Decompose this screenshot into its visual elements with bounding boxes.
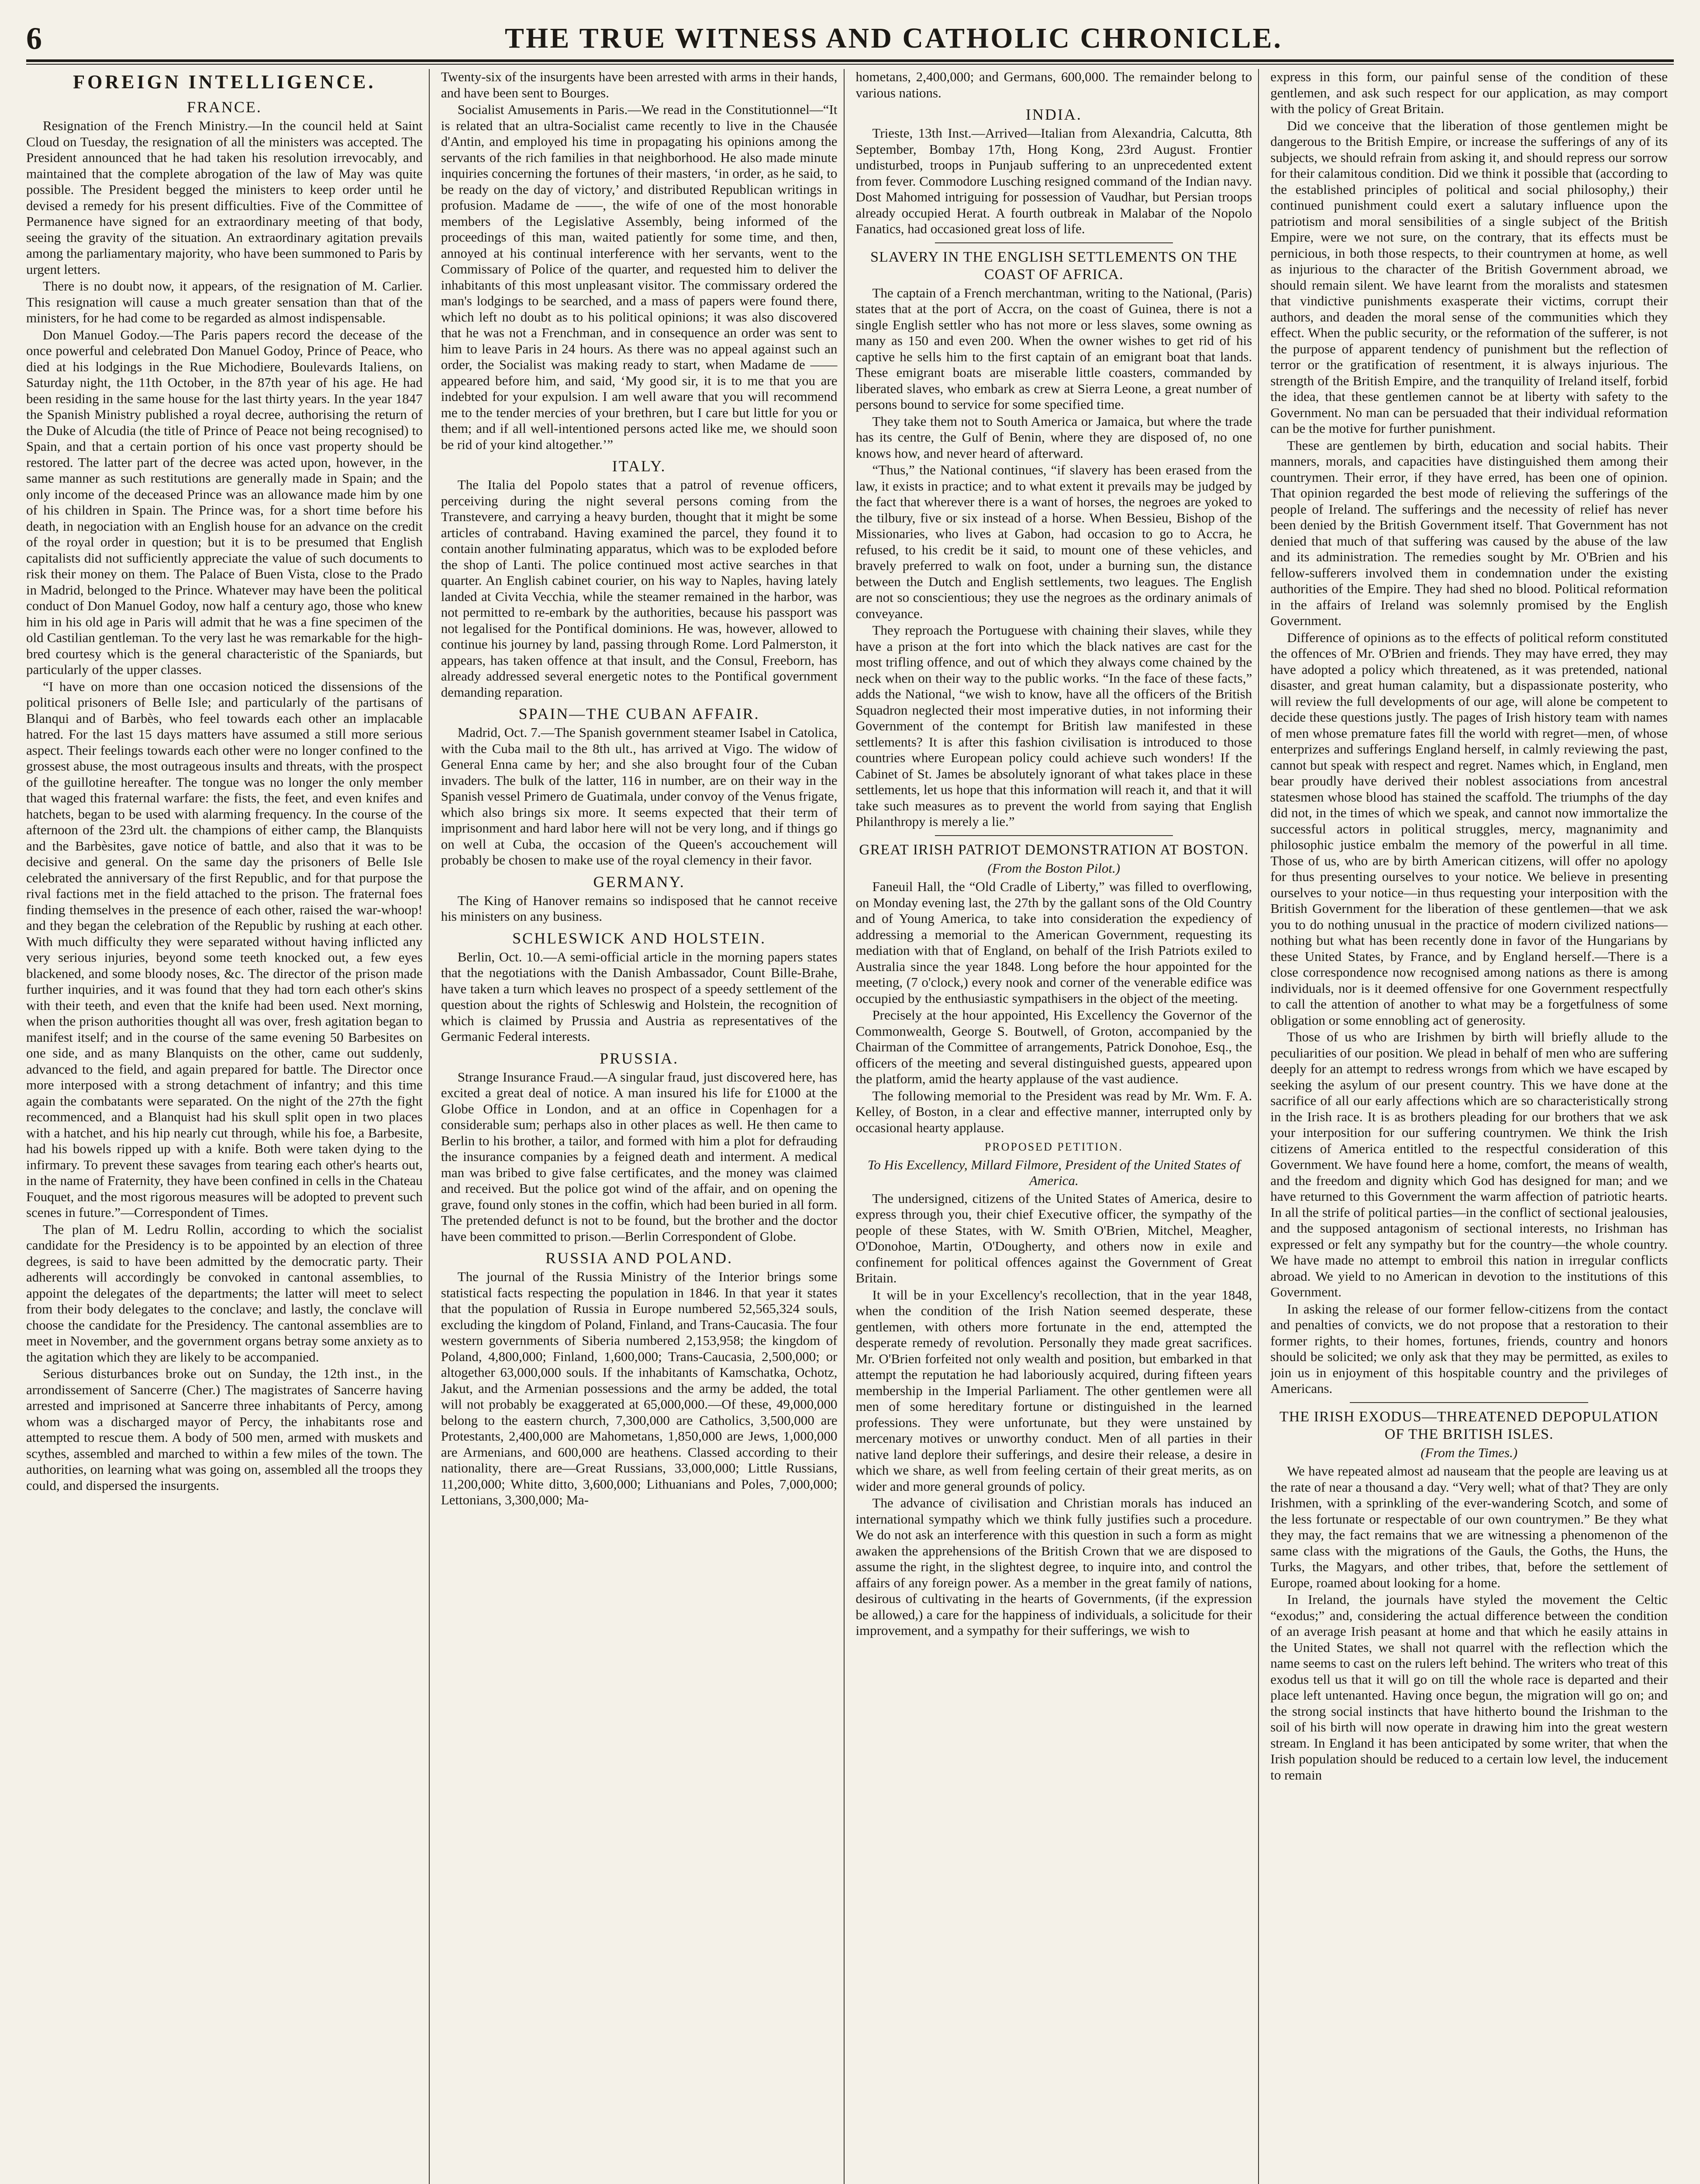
paragraph: hometans, 2,400,000; and Germans, 600,000. The remainder belong to various nations.: [855, 69, 1252, 100]
paragraph: The journal of the Russia Ministry of the Interior brings some statistical facts respecting the population in 1846. In that year it states that the population of Russia in Europe numbered 52,565,324 souls, excluding the kingdom of Poland, Finland, and Trans-Caucasia. The four western governments of Siberia numbered 2,153,958; the kingdom of Poland, 4,800,000; Finland, 1,600,000; Trans-Caucasia, 2,500,000; or altogether 63,000,000 souls. If the inhabitants of Kamschatka, Ochotz, Jakut, and the Armenian possessions and the army be added, the total will not probably be exaggerated at 65,000,000.—Of these, 49,000,000 belong to the eastern church, 7,300,000 are Catholics, 3,500,000 are Protestants, 2,400,000 are Mahometans, 1,850,000 are Jews, 1,000,000 are Armenians, and 600,000 are heathens. Classed according to their nationality, there are—Great Russians, 33,000,000; Little Russians, 11,200,000; White ditto, 3,600,000; Lithuanians and Poles, 7,000,000; Lettonians, 3,300,000; Ma-: [441, 1269, 838, 1507]
paragraph: Precisely at the hour appointed, His Excellency the Governor of the Commonwealth, George S. Boutwell, of Groton, accompanied by the Chairman of the Committee of arrangements, Patrick Donohoe, Esq., the officers of the meeting and several distinguished guests, appeared upon the platform, amid the hearty applause of the vast audience.: [855, 1007, 1252, 1086]
newspaper-page: [26, 17, 1674, 2184]
paragraph: In Ireland, the journals have styled the movement the Celtic “exodus;” and, considering the actual difference between the condition of an average Irish peasant at home and that which he easily attains in the United States, we shall not quarrel with the reflection which the name seems to cast on the rulers left behind. The writers who treat of this exodus tell us that it will go on till the whole race is departed and their place left untenanted. Having once begun, the migration will go on; and the strong social instincts that have hitherto bound the Irishman to the soil of his birth will now operate in drawing him into the great western stream. In England it has been anticipated by some writer, that when the Irish population should be reduced to a certain low level, the inducement to remain: [1270, 1592, 1668, 1783]
paragraph: “Thus,” the National continues, “if slavery has been erased from the law, it exists in practice; and to what extent it prevails may be judged by the fact that wherever there is a want of horses, the negroes are yoked to the tilbury, five or six instead of a horse. When Bessieu, Bishop of the Missionaries, who lives at Gabon, had occasion to go to Accra, he refused, to his credit be it said, to mount one of these vehicles, and bravely preferred to walk on foot, under a burning sun, the distance between the Dutch and English settlements, two leagues. The English are not so conscientious; they use the negroes as the ordinary animals of conveyance.: [855, 462, 1252, 621]
heading-spain: SPAIN—THE CUBAN AFFAIR.: [518, 705, 760, 722]
paragraph: Madrid, Oct. 7.—The Spanish government steamer Isabel in Catolica, with the Cuba mail to the 8th ult., has arrived at Vigo. The widow of General Enna came by her; and she also brought four of the Cuban invaders. The bulk of the latter, 116 in number, are on their way in the Spanish vessel Primero de Guatimala, under convoy of the Venus frigate, which also brings six more. It seems expected that their term of imprisonment and hard labor here will not be very long, and if things go on well at Cuba, the occasion of the Queen's accouchement will probably be chosen to make use of the royal clemency in their favor.: [441, 725, 838, 867]
paragraph: Serious disturbances broke out on Sunday, the 12th inst., in the arrondissement of Sancerre (Cher.) The magistrates of Sancerre having arrested and imprisoned at Sancerre three inhabitants of Percy, among whom was a discharged mayor of Percy, the inhabitants rose and attempted to rescue them. A body of 500 men, armed with muskets and scythes, assembled and marched to within a few miles of the town. The authorities, on learning what was going on, assembled all the troops they could, and dispersed the insurgents.: [26, 1366, 423, 1493]
paragraph: These are gentlemen by birth, education and social habits. Their manners, morals, and capacities have distinguished them among their countrymen. Their error, if they have erred, has been one of opinion. That opinion regarded the best mode of relieving the sufferings of the people of Ireland. The sufferings and the necessity of relief has never been denied by the British Government itself. That Government has not denied that much of that suffering was caused by the abuse of the law and its administration. The remedies sought by Mr. O'Brien and his fellow-sufferers involved them in condemnation under the existing authorities of the Empire. They had shed no blood. Political reformation in the affairs of Ireland was solemnly promised by the English Government.: [1270, 437, 1668, 628]
column-4: [1270, 69, 1674, 2184]
heading-irish-demonstration: GREAT IRISH PATRIOT DEMONSTRATION AT BOSTON.: [859, 841, 1249, 858]
masthead-rule: [26, 59, 1674, 62]
paragraph: “I have on more than one occasion noticed the dissensions of the political prisoners of Belle Isle; and particularly of the partisans of Blanqui and of Barbès, who feel towards each other an implacable hatred. For the last 15 days matters have assumed a still more serious aspect. Their feelings towards each other were no longer confined to the grossest abuse, the most outrageous insults and threats, with the prospect of the guillotine hereafter. The tongue was no longer the only member that waged this fraternal warfare: the fists, the feet, and even knifes and hatchets, began to be used with alarming frequency. In the course of the afternoon of the 23rd ult. the champions of either camp, the Blanquists and the Barbèsites, gave notice of battle, and also that it was to be decisive and general. On the same day the prisoners of Belle Isle celebrated the anniversary of the first Republic, and for that purpose the rival factions met in the field attached to the prison. The fraternal foes finding themselves in the presence of each other, raised the war-whoop! and they began the celebration of the Republic by rushing at each other. With much difficulty they were separated without having inflicted any very serious injuries, beyond some teeth knocked out, a few eyes blackened, and some bloody noses, &c. The director of the prison made further inquiries, and it was found that they had torn each other's skins with their teeth, and even that the knife had been used. Next morning, when the prison authorities thought all was over, fresh agitation began to manifest itself; and in the course of the same evening 50 Barbesites on one side, and as many Blanquists on the other, came out suddenly, advanced to the field, and again prepared for battle. The Director once more interposed with a strong detachment of infantry; and this time again the combatants were separated. On the night of the 27th the fight recommenced, and a Blanquist had his skull split open in two places with a hatchet, and his hip nearly cut through, while his foe, a Barbesite, had his bowels ripped up with a knife. Both were taken dying to the infirmary. To prevent these savages from tearing each other's hearts out, in the name of Fraternity, they have been confined in cells in the Chateau Fouquet, and the most rigorous measures will be adopted to prevent such scenes in future.”—Correspondent of Times.: [26, 678, 423, 1220]
paragraph: Socialist Amusements in Paris.—We read in the Constitutionnel—“It is related that an ultra-Socialist came recently to live in the Chausée d'Antin, and employed his time in propagating his opinions among the servants of the rich families in that neighborhood. He also made minute inquiries concerning the fortunes of their masters, ‘in order, as he said, to be ready on the day of victory,’ and distributed Republican writings in profusion. Madame de ——, the wife of one of the most honorable members of the Legislative Assembly, being informed of the proceedings of this man, waited patiently for some time, and then, annoyed at his continual interference with her servants, went to the Commissary of Police of the quarter, and requested him to deliver the inhabitants of this most unpleasant visitor. The commissary ordered the man's lodgings to be searched, and a mass of papers were found there, which left no doubt as to his political opinions; it was also discovered that he was not a Frenchman, and in consequence an order was sent to him to leave Paris in 24 hours. As there was no appeal against such an order, the Socialist was making ready to start, when Madame de —— appeared before him, and said, ‘My good sir, it is to me that you are indebted for your expulsion. I am well aware that you will recommend me to the tender mercies of your brethren, but I care but little for you or them; and if all well-intentioned persons acted like me, we should soon be rid of your kind altogether.’”: [441, 102, 838, 452]
paragraph: The plan of M. Ledru Rollin, according to which the socialist candidate for the Presidency is to be appointed by an election of three degrees, is said to have been admitted by the democratic party. Their adherents will accordingly be convoked in cantonal assemblies, to appoint the delegates of the departments; the latter will meet to select from their body delegates to the conclave; and lastly, the conclave will choose the candidate for the Presidency. The cantonal assemblies are to meet in November, and the government organs betray some anxiety as to the agitation which they are likely to be accompanied.: [26, 1221, 423, 1365]
paragraph: The King of Hanover remains so indisposed that he cannot receive his ministers on any business.: [441, 892, 838, 924]
masthead-rule-thin: [26, 64, 1674, 65]
divider: [935, 835, 1173, 836]
heading-france: FRANCE.: [186, 98, 262, 116]
paragraph: Berlin, Oct. 10.—A semi-official article in the morning papers states that the negotiations with the Danish Ambassador, Count Bille-Brahe, have taken a turn which leaves no prospect of a speedy settlement of the question about the rights of Schleswig and Holstein, the recognition of which is claimed by Prussia and Austria as representatives of the Germanic Federal interests.: [441, 949, 838, 1044]
divider: [935, 242, 1173, 243]
paragraph: The captain of a French merchantman, writing to the National, (Paris) states that at the port of Accra, on the coast of Guinea, there is not a single English settler who has not more or less slaves, some owning as many as 150 and even 200. When the owner wishes to get rid of his captive he sells him to the first captain of an emigrant boat that lands. These emigrant boats are miserable little coasters, commanded by liberated slaves, who embark as crew at Sierra Leone, a great number of persons bound to service for some specified time.: [855, 285, 1252, 412]
paragraph: Strange Insurance Fraud.—A singular fraud, just discovered here, has excited a great deal of notice. A man insured his life for £1000 at the Globe Office in London, and at an office in Copenhagen for a considerable sum; perhaps also in other places as well. He then came to Berlin to his brother, a tailor, and formed with him a plot for defrauding the insurance companies by a feigned death and interment. A medical man was bribed to give false certificates, and the money was claimed and received. But the police got wind of the affair, and on opening the grave, found only stones in the coffin, which had been buried in all form. The pretended defunct is not to be found, but the brother and the doctor have been committed to prison.—Berlin Correspondent of Globe.: [441, 1069, 838, 1244]
petition-address: To His Excellency, Millard Filmore, President of the United States of America.: [867, 1157, 1240, 1188]
paragraph: The following memorial to the President was read by Mr. Wm. F. A. Kelley, of Boston, in a clear and effective manner, interrupted only by occasional hearty applause.: [855, 1088, 1252, 1135]
heading-petition: PROPOSED PETITION.: [984, 1140, 1123, 1153]
paragraph: Difference of opinions as to the effects of political reform constituted the offences of Mr. O'Brien and friends. They may have erred, they may have adopted a policy which threatened, as it was pretended, national disaster, and great human calamity, but a dispassionate posterity, who will review the full developments of our age, will alone be competent to decide these questions justly. The pages of Irish history team with names of men whose premature fates fill the world with regret—men, of whose enterprizes and sufferings England herself, in calmly reviewing the past, cannot but speak with respect and regret. Names which, in England, men bear proudly have derived their noblest associations from ancestral statesmen whose blood has stained the scaffold. The triumphs of the day did not, in the times of which we speak, and cannot now immortalize the successful actors in political struggles, mercy, magnanimity and philosophic justice embalm the memory of the powerful in all time. Those of us, who are by birth American citizens, will offer no apology for thus presenting ourselves to your notice. We believe in presenting ourselves to your notice—in thus requesting your interposition with the British Government for the liberation of these gentlemen—that we ask you to do nothing unusual in the practice of modern civilized nations—nothing but what has been recently done in favor of the Hungarians by these United States, by France, and by England herself.—There is a close correspondence now recognised among nations as there is among individuals, nor is it deemed offensive for one Government respectfully to call the attention of another to what may be a forgetfulness of some obligation or some ennobling act of generosity.: [1270, 629, 1668, 1028]
section-title: FOREIGN INTELLIGENCE.: [73, 71, 376, 93]
paragraph: Those of us who are Irishmen by birth will briefly allude to the peculiarities of our position. We plead in behalf of men who are suffering deeply for an attempt to redress wrongs from which we have escaped by seeking the asylum of our present country. This we have done at the sacrifice of all our early affections which are so characteristically strong in the Irish race. It is as brothers pleading for our brothers that we ask your interposition for our suffering countrymen. We think the Irish citizens of America entitled to the respectful consideration of this Government. We have found here a home, comfort, the means of wealth, and the freedom and dignity which God has designed for man; and we have returned to this Government the warm affection of patriotic hearts. In all the strife of political parties—in the conflict of sectional jealousies, and the supposed antagonism of sectional interests, no Irishman has expressed or felt any sympathy but for the country—the whole country. We have made no attempt to embroil this nation in irregular conflicts abroad. We yield to no American in devotion to the institutions of this Government.: [1270, 1029, 1668, 1299]
heading-irish-exodus: THE IRISH EXODUS—THREATENED DEPOPULATION OF THE BRITISH ISLES.: [1279, 1408, 1659, 1442]
heading-prussia: PRUSSIA.: [600, 1049, 679, 1067]
column-1: [26, 69, 430, 2184]
paragraph: express in this form, our painful sense of the condition of these gentlemen, and ask such respect for our application, as may comport with the policy of Great Britain.: [1270, 69, 1668, 116]
heading-slavery: SLAVERY IN THE ENGLISH SETTLEMENTS ON THE COAST OF AFRICA.: [870, 249, 1238, 283]
source-line: (From the Times.): [1421, 1444, 1518, 1460]
paragraph: In asking the release of our former fellow-citizens from the contact and penalties of convicts, we do not propose that a restoration to their former rights, to their homes, fortunes, friends, country and honors should be solicited; we only ask that they may be permitted, as exiles to join us in enjoyment of this hospitable country and the privileges of Americans.: [1270, 1301, 1668, 1396]
divider: [1350, 1402, 1588, 1403]
paragraph: They reproach the Portuguese with chaining their slaves, while they have a prison at the fort into which the black natives are cast for the most trifling offence, and out of which they always come chained by the neck when on their way to the public works. “In the face of these facts,” adds the National, “we wish to know, have all the officers of the British Squadron neglected their most imperative duties, in not informing their Government of the contempt for British law manifested in these settlements? It is after this fashion civilisation is introduced to those countries where European policy could achieve such wonders! If the Cabinet of St. James be absolutely ignorant of what takes place in these settlements, let us hope that this information will reach it, and that it will take such measures as to prevent the world from saying that English Philanthropy is merely a lie.”: [855, 622, 1252, 829]
paragraph: Faneuil Hall, the “Old Cradle of Liberty,” was filled to overflowing, on Monday evening last, the 27th by the gallant sons of the Old Country and of Young America, to take into consideration the expediency of addressing a memorial to the American Government, requesting its mediation with that of England, on behalf of the Irish Patriots exiled to Australia since the year 1848. Long before the hour appointed for the meeting, (7 o'clock,) every nook and corner of the venerable edifice was occupied by the enthusiastic sympathisers in the object of the meeting.: [855, 879, 1252, 1006]
masthead: [26, 17, 1674, 59]
paragraph: It will be in your Excellency's recollection, that in the year 1848, when the condition of the Irish Nation seemed desperate, these gentlemen, with others more fortunate in the end, attempted the desperate remedy of revolution. Personally they made great sacrifices. Mr. O'Brien forfeited not only wealth and position, but embarked in that attempt the reputation he had laboriously acquired, during fifteen years membership in the Imperial Parliament. The other gentlemen were all men of some hereditary fortune or distinguished in the learned professions. They were unfortunate, but they were unstained by mercenary motives or unworthy conduct. Men of all parties in their native land deplore their sufferings, and desire their release, a desire in which we share, as well from feeling certain of their great merits, as on wider and more general grounds of policy.: [855, 1287, 1252, 1494]
paragraph: The undersigned, citizens of the United States of America, desire to express through you, their chief Executive officer, the sympathy of the people of these States, with W. Smith O'Brien, Mitchel, Meagher, O'Donohoe, Martin, O'Dougherty, and others now in exile and confinement for political offences against the Government of Great Britain.: [855, 1190, 1252, 1286]
column-3: [856, 69, 1259, 2184]
paragraph: Don Manuel Godoy.—The Paris papers record the decease of the once powerful and celebrated Don Manuel Godoy, Prince of Peace, who died at his lodgings in the Rue Michodiere, Boulevards Italiens, on Saturday night, the 11th October, in the 87th year of his age. He had been residing in the same house for the last thirty years. In the year 1847 the Spanish Ministry published a royal decree, authorising the return of the Duke of Alcudia (the title of Prince of Peace not being recognised) to Spain, and that a certain portion of his once vast property should be restored. The latter part of the decree was acted upon, however, in the same manner as such restitutions are generally made in Spain; and the only income of the deceased Prince was an allowance made him by one of his children in Spain. The Prince was, for a short time before his death, in negociation with an English house for an advance on the credit of the royal order in question; but it is to be presumed that English capitalists did not sufficiently appreciate the value of such documents to risk their money on them. The Palace of Buen Vista, close to the Prado in Madrid, belonged to the Prince. Whatever may have been the political conduct of Don Manuel Godoy, now half a century ago, those who knew him in his old age in Paris will admit that he was a fine specimen of the old Castilian gentleman. To the very last he was remarkable for the high-bred courtesy which is the general characteristic of the Spaniards, but particularly of the upper classes.: [26, 327, 423, 677]
paragraph: The advance of civilisation and Christian morals has induced an international sympathy which we think fully justifies such a procedure. We do not ask an interference with this question in such a form as might awaken the apprehensions of the British Crown that we are disposed to assume the right, in the slightest degree, to inquire into, and control the affairs of any foreign power. As a member in the great family of nations, desirous of cultivating in the hearts of Governments, (if the expression be allowed,) a care for the happiness of individuals, a solicitude for their improvement, and a sympathy for their sufferings, we wish to: [855, 1495, 1252, 1638]
paragraph: Twenty-six of the insurgents have been arrested with arms in their hands, and have been sent to Bourges.: [441, 69, 838, 100]
paragraph: Resignation of the French Ministry.—In the council held at Saint Cloud on Tuesday, the resignation of all the ministers was accepted. The President announced that he had taken his resolution irrevocably, and maintained that the complete abrogation of the law of May was quite possible. The President begged the ministers to keep order until he devised a remedy for his present difficulties. Five of the Committee of Permanence have signed for an extraordinary meeting of that body, seeing the gravity of the situation. An extraordinary agitation prevails among the parliamentary majority, who have been summoned to Paris by urgent letters.: [26, 118, 423, 277]
masthead-title: THE TRUE WITNESS AND CATHOLIC CHRONICLE.: [504, 22, 1283, 54]
source-line: (From the Boston Pilot.): [987, 860, 1121, 876]
heading-italy: ITALY.: [612, 457, 666, 475]
column-2: [441, 69, 845, 2184]
heading-schleswick: SCHLESWICK AND HOLSTEIN.: [512, 929, 766, 947]
paragraph: There is no doubt now, it appears, of the resignation of M. Carlier. This resignation will cause a much greater sensation than that of the ministers, for he had come to be regarded as almost indispensable.: [26, 278, 423, 325]
heading-germany: GERMANY.: [593, 873, 685, 891]
heading-india: INDIA.: [1025, 106, 1082, 123]
paragraph: The Italia del Popolo states that a patrol of revenue officers, perceiving during the night several persons coming from the Transtevere, and carrying a heavy burden, thought that it might be some articles of contraband. Having examined the parcel, they found it to contain another fulminating apparatus, which was to be exploded before the shop of Lanti. The police continued most active searches in that quarter. An English cabinet courier, on his way to Naples, having lately landed at Civita Vecchia, while the steamer remained in the harbor, was not permitted to re-embark by the authorities, because his passport was not legalised for the Pontifical dominions. He was, however, allowed to continue his journey by land, passing through Rome. Lord Palmerston, it appears, has taken offence at that insult, and the Consul, Freeborn, has already addressed several energetic notes to the Pontifical government demanding reparation.: [441, 477, 838, 700]
paragraph: Trieste, 13th Inst.—Arrived—Italian from Alexandria, Calcutta, 8th September, Bombay 17th, Hong Kong, 23rd August. Frontier undisturbed, troops in Punjaub suffering to an unprecedented extent from fever. Commodore Lusching resigned command of the Indian navy. Dost Mahomed intriguing for possession of Vaudhar, but Persian troops already occupied Herat. A fourth outbreak in Malabar of the Nopolo Fanatics, had occasioned great loss of life.: [855, 125, 1252, 236]
page-number: 6: [26, 21, 42, 56]
paragraph: Did we conceive that the liberation of those gentlemen might be dangerous to the British Empire, or increase the sufferings of any of its subjects, we should refrain from asking it, and should repress our sorrow for their calamitous condition. Did we think it possible that (according to the established principles of political and social philosophy,) their continued punishment could exert a salutary influence upon the patriotism and moral sensibilities of a single subject of the British Empire, were we not sure, on the contrary, that its effects must be pernicious, in both those respects, to their countrymen at home, as well as injurious to the character of the British Government abroad, we should remain silent. We have learnt from the moralists and statesmen that vindictive punishments exasperate their victims, corrupt their authors, and deaden the moral sense of the communities which they effect. When the public security, or the reformation of the sufferer, is not the purpose of apparent tendency of punishment but the reflection of terror or the gratification of resentment, it is always injurious. The strength of the British Empire, and the tranquility of Ireland itself, forbid the idea, that these gentlemen cannot be at liberty with safety to the Government. No man can be persuaded that their individual reformation can be the motive for further punishment.: [1270, 117, 1668, 436]
heading-russia: RUSSIA AND POLAND.: [545, 1249, 733, 1267]
paragraph: We have repeated almost ad nauseam that the people are leaving us at the rate of near a thousand a day. “Very well; what of that? They are only Irishmen, with a sprinkling of the ever-wandering Scotch, and some of the less fortunate or respectable of our own countrymen.” Be they what they may, the fact remains that we are witnessing a phenomenon of the same class with the migrations of the Gauls, the Goths, the Huns, the Turks, the Magyars, and other tribes, that, before the settlement of Europe, roamed about looking for a home.: [1270, 1463, 1668, 1590]
paragraph: They take them not to South America or Jamaica, but where the trade has its centre, the Gulf of Benin, where they are disposed of, no one knows how, and never heard of afterward.: [855, 413, 1252, 461]
columns: [26, 69, 1674, 2184]
